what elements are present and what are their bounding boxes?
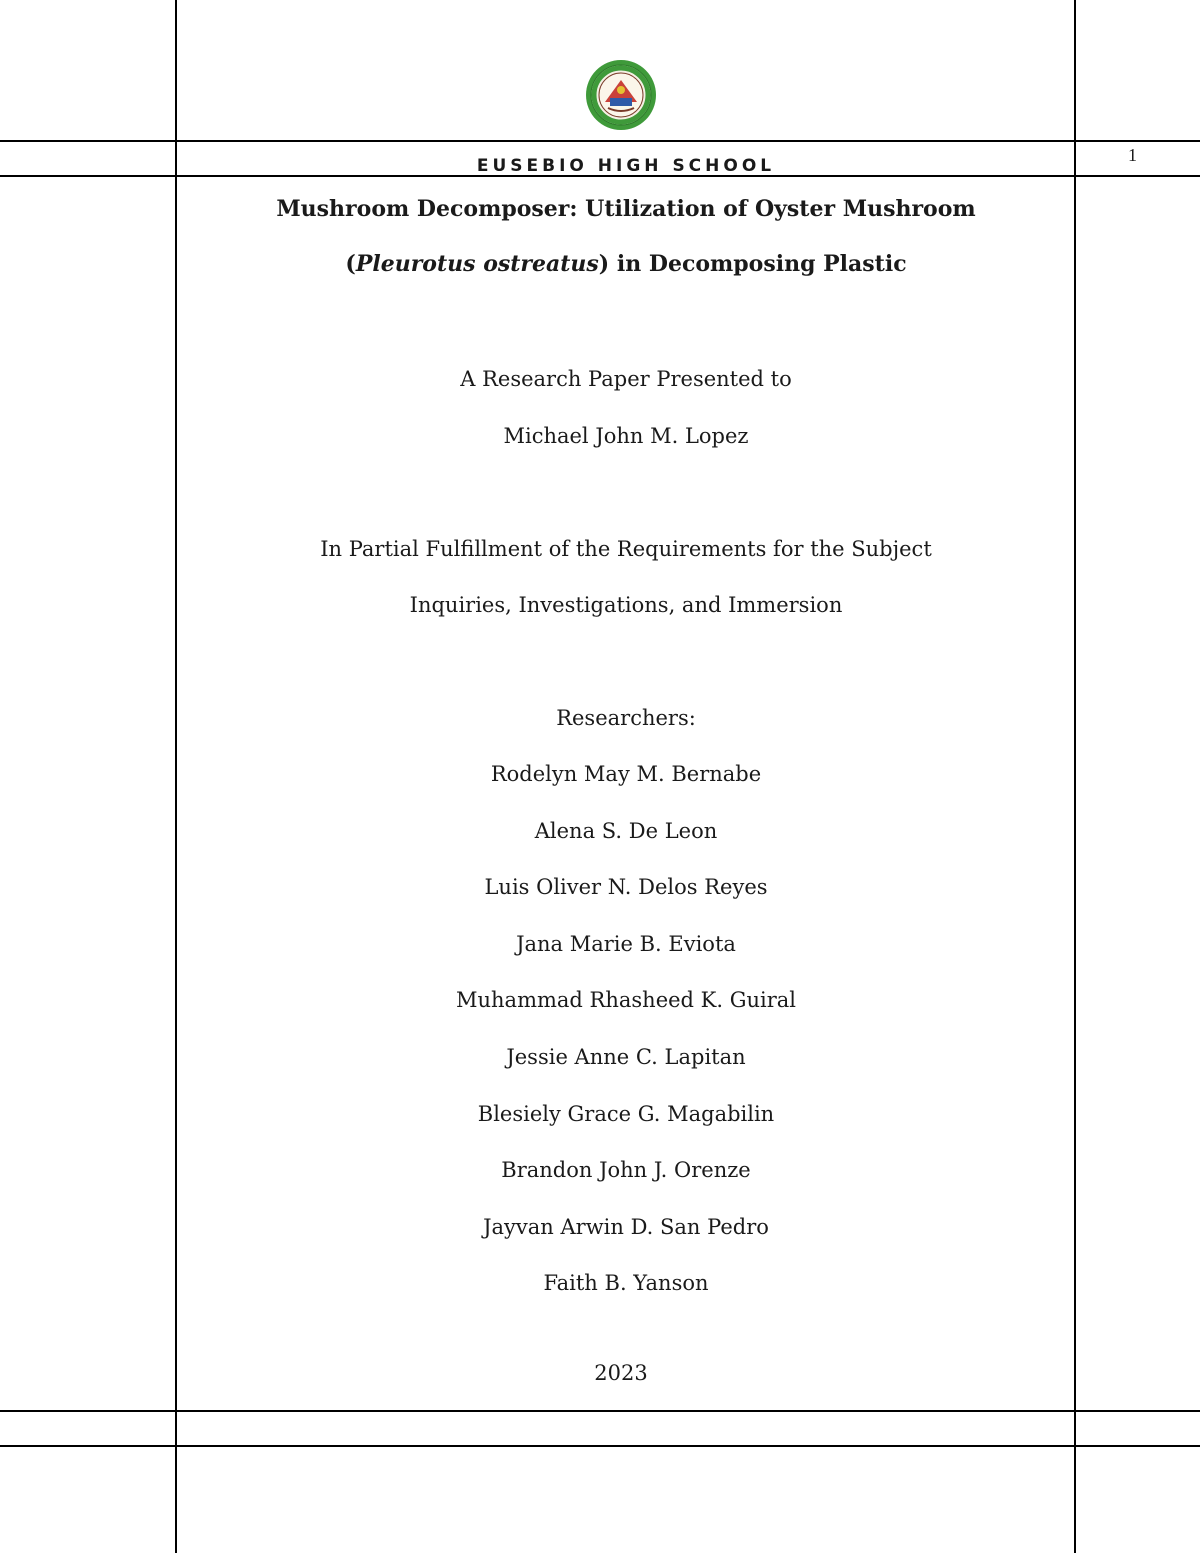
year: 2023 xyxy=(594,1361,648,1385)
researcher-name: Muhammad Rhasheed K. Guiral xyxy=(456,988,796,1012)
header-top-line xyxy=(0,140,1200,142)
researcher-name: Blesiely Grace G. Magabilin xyxy=(477,1102,775,1126)
title-line-2 xyxy=(178,250,1074,278)
researchers-label: Researchers: xyxy=(556,706,696,730)
school-name: EUSEBIO HIGH SCHOOL xyxy=(476,156,776,176)
researcher-name: Faith B. Yanson xyxy=(543,1271,709,1295)
footer-top-line xyxy=(0,1410,1200,1412)
presented-to: A Research Paper Presented to xyxy=(460,367,792,391)
footer-bottom-line xyxy=(0,1445,1200,1447)
left-margin-line xyxy=(175,0,177,1553)
right-margin-line xyxy=(1074,0,1076,1553)
fulfillment-line-1: In Partial Fulfillment of the Requirements for the Subject xyxy=(320,537,932,561)
researcher-name: Luis Oliver N. Delos Reyes xyxy=(484,875,768,899)
species-name: Pleurotus ostreatus xyxy=(355,251,599,277)
researcher-name: Jessie Anne C. Lapitan xyxy=(506,1045,746,1069)
page-number: 1 xyxy=(1128,145,1137,165)
school-seal-logo xyxy=(584,58,658,132)
adviser-name: Michael John M. Lopez xyxy=(503,424,749,448)
researcher-name: Alena S. De Leon xyxy=(534,819,718,843)
researcher-name: Jana Marie B. Eviota xyxy=(516,932,736,956)
title-line-2-rest: ) in Decomposing Plastic xyxy=(598,251,907,277)
fulfillment-line-2: Inquiries, Investigations, and Immersion xyxy=(409,593,843,617)
researcher-name: Rodelyn May M. Bernabe xyxy=(490,762,762,786)
title-paren-open: ( xyxy=(345,251,356,277)
researcher-name: Jayvan Arwin D. San Pedro xyxy=(483,1215,769,1239)
title-line-1: Mushroom Decomposer: Utilization of Oyster Mushroom xyxy=(276,196,976,222)
researcher-name: Brandon John J. Orenze xyxy=(501,1158,751,1182)
